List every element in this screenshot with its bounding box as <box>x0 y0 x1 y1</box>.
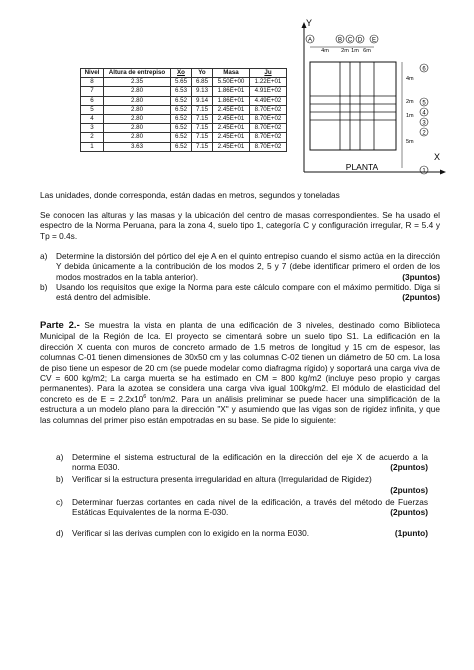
table-cell: 8.70E+02 <box>250 142 287 151</box>
axis-label-c: C <box>347 37 353 44</box>
units-note: Las unidades, donde corresponda, están dadas en metros, segundos y toneladas <box>40 190 340 200</box>
table-row <box>81 133 287 142</box>
exponent: 6 <box>143 394 147 401</box>
th-nivel: Nivel <box>81 69 104 78</box>
table-cell: 7.15 <box>192 114 213 123</box>
th-xo: Xo <box>171 69 192 78</box>
table-cell: 2.80 <box>104 87 171 96</box>
floor-plan-diagram <box>296 18 456 190</box>
table-cell: 7.15 <box>192 133 213 142</box>
th-altura: Altura de entrepiso <box>104 69 171 78</box>
table-cell: 4.91E+02 <box>250 87 287 96</box>
col-dim-1: 4m <box>321 48 329 54</box>
table-cell: 1.86E+01 <box>213 87 250 96</box>
table-header-row <box>81 69 287 78</box>
col-dim-4: 6m <box>363 48 371 54</box>
table-row <box>81 96 287 105</box>
table-row <box>81 78 287 87</box>
question-text: Determine la distorsión del pórtico del eje A en el quinto entrepiso cuando el sismo actúa en la dirección Y debida únicamente a la contribución de los modos 2, 5 y 7 (debe identificar primero el orden de los modos mostrados en la tabla anterior). <box>56 251 440 282</box>
row-dim-3: 1m <box>406 113 414 119</box>
table-cell: 9.13 <box>192 87 213 96</box>
th-ju: Ju <box>250 69 287 78</box>
table-cell: 2.80 <box>104 124 171 133</box>
question-label: c) <box>56 497 63 507</box>
row-dim-4: 5m <box>406 139 414 145</box>
question-text: Verificar si la estructura presenta irregularidad en altura (Irregularidad de Rigidez) <box>72 474 372 484</box>
table-cell: 6.85 <box>192 78 213 87</box>
question-label: b) <box>56 474 64 484</box>
question-2c <box>56 497 428 521</box>
axis-label-d: D <box>357 37 363 44</box>
x-axis-arrow <box>440 170 446 175</box>
table-cell: 1.86E+01 <box>213 96 250 105</box>
table-cell: 6 <box>81 96 104 105</box>
table-cell: 7.15 <box>192 105 213 114</box>
table-row <box>81 142 287 151</box>
question-points: (3puntos) <box>402 271 440 282</box>
row-dim-1: 4m <box>406 76 414 82</box>
axis-label-e: E <box>371 37 377 44</box>
table-cell: 2.45E+01 <box>213 142 250 151</box>
axis-label-2: 2 <box>422 130 426 137</box>
table-cell: 8.70E+02 <box>250 133 287 142</box>
table-cell: 2.45E+01 <box>213 124 250 133</box>
table-cell: 8 <box>81 78 104 87</box>
th-masa: Masa <box>213 69 250 78</box>
axis-label-b: B <box>337 37 343 44</box>
question-points: (2puntos) <box>390 485 428 495</box>
table-cell: 1 <box>81 142 104 151</box>
question-text: Determinar fuerzas cortantes en cada nivel de la edificación, a través del método de Fuerzas Estáticas Equivalentes de la norma E-030. <box>72 497 428 518</box>
mass-table <box>80 68 287 152</box>
table-cell: 2.80 <box>104 114 171 123</box>
question-2d <box>56 528 428 540</box>
table-cell: 7 <box>81 87 104 96</box>
question-points: (1punto) <box>394 528 428 538</box>
y-axis-label: Y <box>306 18 313 28</box>
table-cell: 3 <box>81 124 104 133</box>
question-label: a) <box>40 251 48 261</box>
axis-label-5: 5 <box>422 100 426 107</box>
axis-label-a: A <box>307 37 313 44</box>
table-cell: 8.70E+02 <box>250 114 287 123</box>
question-2b <box>56 474 428 496</box>
th-yo: Yo <box>192 69 213 78</box>
table-cell: 5 <box>81 105 104 114</box>
table-row <box>81 114 287 123</box>
plan-outline <box>310 62 396 150</box>
table-cell: 3.63 <box>104 142 171 151</box>
col-dim-3: 1m <box>351 48 359 54</box>
table-cell: 1.22E+01 <box>250 78 287 87</box>
row-dim-2: 2m <box>406 99 414 105</box>
table-cell: 6.52 <box>171 96 192 105</box>
table-cell: 5.50E+00 <box>213 78 250 87</box>
table-cell: 6.52 <box>171 124 192 133</box>
table-cell: 2.80 <box>104 105 171 114</box>
table-cell: 9.14 <box>192 96 213 105</box>
table-cell: 2.45E+01 <box>213 133 250 142</box>
table-cell: 6.53 <box>171 87 192 96</box>
axis-label-4: 4 <box>422 110 426 117</box>
question-text: Verificar si las derivas cumplen con lo exigido en la norma E030. <box>72 528 310 538</box>
axis-label-1: 1 <box>422 168 426 175</box>
table-cell: 6.52 <box>171 114 192 123</box>
question-text: Usando los requisitos que exige la Norma para este cálculo compare con el máximo permitido. Diga si está dentro del admisible. <box>56 282 440 303</box>
table-cell: 6.52 <box>171 133 192 142</box>
axis-label-6: 6 <box>422 66 426 73</box>
question-label: a) <box>56 452 64 462</box>
x-axis-label: X <box>434 152 441 162</box>
question-1b <box>40 282 440 304</box>
part2-text-2: ton/m2. Para un análisis preliminar se puede hacer una simplificación de la estructura a un modelo plano para la dirección "X" y asumiendo que las vigas son de rigidez infinita, y que las columnas del primer piso están empotradas en su base. Se pide lo siguiente: <box>40 393 440 425</box>
table-cell: 4 <box>81 114 104 123</box>
table-cell: 6.52 <box>171 105 192 114</box>
intro-paragraph: Se conocen las alturas y las masas y la ubicación del centro de masas correspondientes. Se ha usado el espectro de la Norma Peruana, para la zona 4, suelo tipo 1, categoría C y configuración irregular, R = 5.4 y Tp = 0.4s. <box>40 210 440 241</box>
question-points: (2puntos) <box>390 507 428 518</box>
table-row <box>81 87 287 96</box>
table-cell: 4.49E+02 <box>250 96 287 105</box>
table-cell: 2.80 <box>104 96 171 105</box>
table-cell: 2.35 <box>104 78 171 87</box>
col-dim-2: 2m <box>341 48 349 54</box>
question-2a <box>56 452 428 474</box>
question-1a <box>40 251 440 283</box>
table-cell: 2 <box>81 133 104 142</box>
table-row <box>81 105 287 114</box>
part2-text-1: Se muestra la vista en planta de una edificación de 3 niveles, destinado como Biblioteca Municipal de la Región de Ica. El proyecto se cimentará sobre un suelo tipo S1. La edificación en la dirección X cuenta con muros de concreto armado de 1.5 metros de longitud y 15 cm de espesor, las columnas C-01 tienen dimensiones de 30x50 cm y las columnas C-02 tienen un diámetro de 50 cm. La losa de piso tiene un espesor de 20 cm (se puede modelar como diafragma rígido) y soportará una carga viva de CV = 600 kg/m2; La carga muerta se ha estimado en CM = 800 kg/m2 (incluye peso propio y cargas permanentes). Para la azotea se considera una carga viva igual 100kg/m2. El módulo de elasticidad del concreto es de E = 2.2x10 <box>40 320 440 404</box>
plan-title: PLANTA <box>345 162 379 172</box>
question-points: (2puntos) <box>390 462 428 473</box>
table-row <box>81 124 287 133</box>
table-cell: 8.70E+02 <box>250 124 287 133</box>
table-cell: 8.70E+02 <box>250 105 287 114</box>
part2-title: Parte 2.- <box>40 320 80 331</box>
table-cell: 7.15 <box>192 142 213 151</box>
question-label: b) <box>40 282 48 292</box>
question-label: d) <box>56 528 64 538</box>
table-cell: 5.65 <box>171 78 192 87</box>
table-cell: 7.15 <box>192 124 213 133</box>
table-cell: 2.45E+01 <box>213 105 250 114</box>
question-text: Determine el sistema estructural de la edificación en la dirección del eje X de acuerdo a la norma E030. <box>72 452 428 473</box>
table-cell: 2.80 <box>104 133 171 142</box>
table-cell: 2.45E+01 <box>213 114 250 123</box>
part2-paragraph <box>40 320 440 425</box>
table-cell: 6.52 <box>171 142 192 151</box>
question-points: (2puntos) <box>402 292 440 303</box>
axis-label-3: 3 <box>422 120 426 127</box>
